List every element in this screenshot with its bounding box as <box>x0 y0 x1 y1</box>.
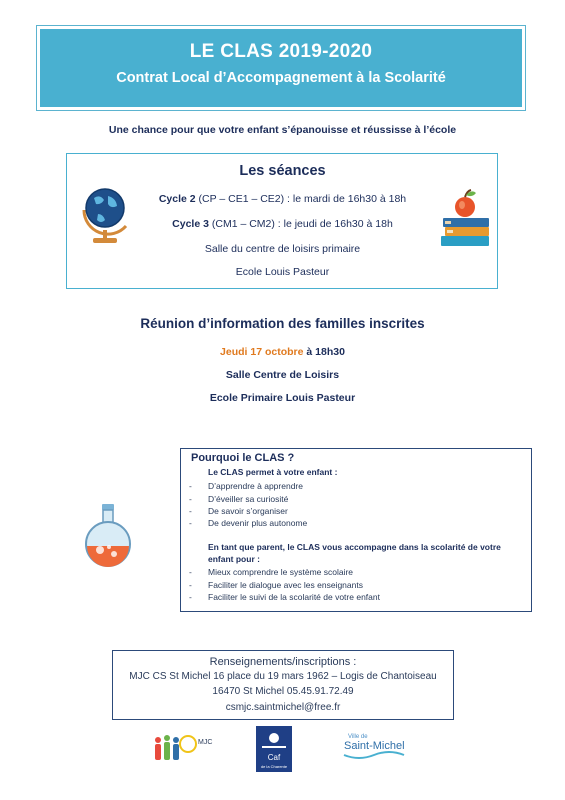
svg-text:Caf: Caf <box>267 753 281 762</box>
contact-address: MJC CS St Michel 16 place du 19 mars 1962 – Logis de Chantoiseau <box>129 671 437 682</box>
reunion-date: Jeudi 17 octobre <box>220 346 304 358</box>
flask-icon <box>76 500 140 572</box>
globe-icon <box>74 178 136 250</box>
list-item: - Faciliter le dialogue avec les enseignants <box>189 580 363 590</box>
page-title: LE CLAS 2019-2020 <box>189 41 373 62</box>
svg-text:Saint-Michel: Saint-Michel <box>344 740 405 752</box>
contact-phone: 16470 St Michel 05.45.91.72.49 <box>212 686 354 697</box>
mjc-logo <box>150 730 220 770</box>
cycle3-text: (CM1 – CM2) : le jeudi de 16h30 à 18h <box>208 218 393 230</box>
cycle2-label: Cycle 2 <box>158 193 196 205</box>
reunion-title: Réunion d’information des familles inscrites <box>140 316 425 331</box>
reunion-time: 18h30 <box>315 346 345 358</box>
list-item: - D’apprendre à apprendre <box>189 481 303 491</box>
svg-text:de la Charente: de la Charente <box>260 764 288 769</box>
reunion-place1: Salle Centre de Loisirs <box>225 369 340 381</box>
page-subtitle: Contrat Local d’Accompagnement à la Scolarité <box>116 70 446 86</box>
cycle3-label: Cycle 3 <box>172 218 209 230</box>
cycle2-text: (CP – CE1 – CE2) : le mardi de 16h30 à 18h <box>195 193 407 205</box>
reunion-place2: Ecole Primaire Louis Pasteur <box>209 392 356 404</box>
ville-saint-michel-logo <box>338 728 408 768</box>
list-item: - De savoir s’organiser <box>189 506 288 516</box>
list-item: - Mieux comprendre le système scolaire <box>189 567 354 577</box>
enfant-intro: Le CLAS permet à votre enfant : <box>208 467 338 477</box>
list-item: - Faciliter le suivi de la scolarité de votre enfant <box>189 592 380 602</box>
caf-logo <box>256 726 292 772</box>
tagline: Une chance pour que votre enfant s’épanouisse et réussisse à l’école <box>108 124 457 136</box>
books-apple-icon <box>435 185 497 255</box>
list-item: - D’éveiller sa curiosité <box>189 494 289 504</box>
contact-email: csmjc.saintmichel@free.fr <box>225 702 341 713</box>
parent-intro-2: enfant pour : <box>208 554 260 564</box>
parent-intro-1: En tant que parent, le CLAS vous accompagne dans la scolarité de votre <box>208 542 501 552</box>
svg-text:Ville de: Ville de <box>348 734 368 740</box>
reunion-at: à <box>303 346 316 358</box>
header-banner <box>40 29 522 107</box>
list-item: - De devenir plus autonome <box>189 518 308 528</box>
reunion-datetime <box>0 346 565 358</box>
svg-text:MJC: MJC <box>198 739 213 746</box>
seances-place1: Salle du centre de loisirs primaire <box>204 243 361 255</box>
seances-title: Les séances <box>239 163 326 179</box>
why-title: Pourquoi le CLAS ? <box>191 452 295 464</box>
seances-place2: Ecole Louis Pasteur <box>235 266 330 278</box>
contact-title: Renseignements/inscriptions : <box>209 656 357 668</box>
